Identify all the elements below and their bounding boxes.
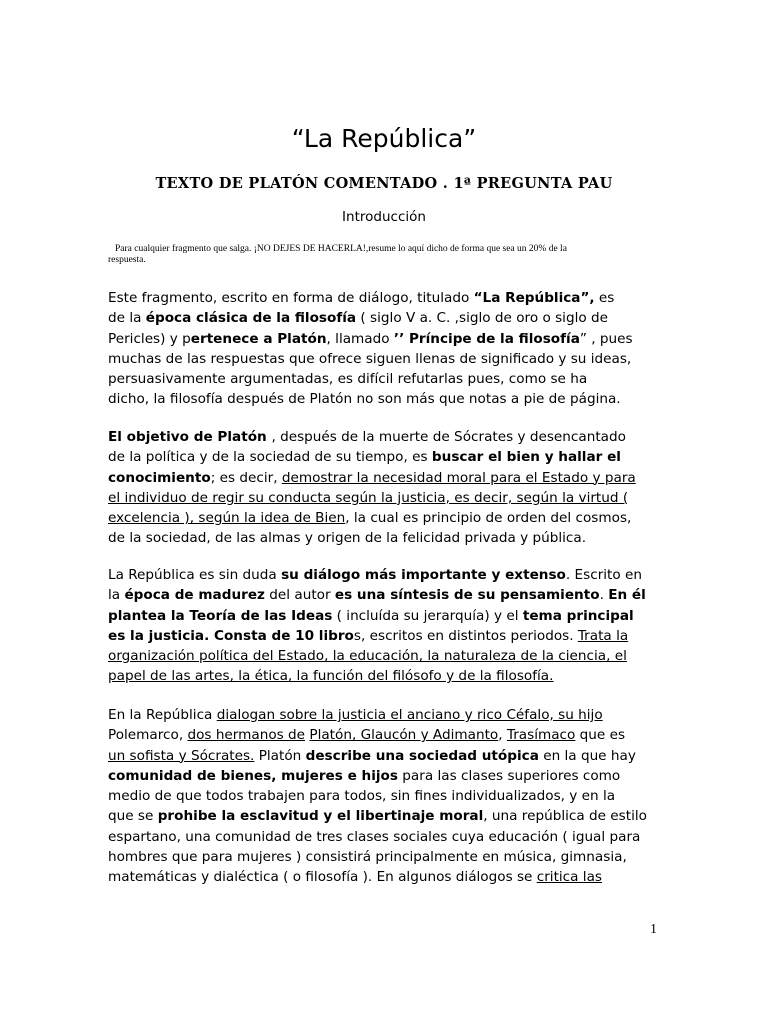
text-run: Polemarco,: [108, 727, 188, 744]
text-run: ( incluída su jerarquía) y el: [332, 607, 523, 624]
text-run: de la política y de la sociedad de su tiempo, es: [108, 449, 432, 466]
bold-text: su diálogo más importante y extenso: [281, 567, 566, 583]
text-line: [108, 308, 656, 328]
text-line: [108, 646, 656, 666]
bold-text: conocimiento: [108, 469, 211, 486]
bold-text: En él: [608, 587, 646, 604]
bold-text: buscar el bien y hallar el: [431, 449, 621, 466]
text-run: medio de que todos trabajen para todos, sin fines individualizados, y en la: [108, 788, 616, 805]
text-run: , llamado: [326, 330, 394, 347]
text-run: matemáticas y dialéctica ( o filosofía ). En algunos diálogos se: [108, 869, 537, 886]
document-subtitle: TEXTO DE PLATÓN COMENTADO . 1ª PREGUNTA PAU: [155, 175, 613, 192]
text-run: dicho, la filosofía después de Platón no son más que notas a pie de página.: [108, 391, 621, 408]
text-run: de la sociedad, de las almas y origen de la felicidad privada y pública.: [108, 530, 587, 547]
text-line: [108, 606, 656, 626]
text-run: ” , pues: [579, 330, 633, 347]
text-line: [108, 626, 656, 646]
text-run: . Escrito en: [565, 567, 643, 583]
text-line: [108, 528, 656, 548]
text-line: [108, 447, 656, 467]
text-run: la: [108, 587, 125, 604]
text-run: del autor: [264, 587, 335, 604]
text-run: Pericles) y p: [108, 330, 191, 347]
underlined-text: dos hermanos de: [187, 727, 306, 744]
text-line: [108, 508, 656, 528]
bold-text: tema principal: [522, 607, 634, 624]
underlined-text: excelencia ), según la idea de Bien: [108, 510, 346, 527]
paragraph: [108, 427, 656, 549]
paragraph: [108, 565, 656, 687]
bold-text: El objetivo de Platón: [108, 429, 272, 445]
text-run: s, escritos en distintos periodos.: [353, 627, 578, 644]
text-line: [108, 565, 656, 585]
text-line: [108, 585, 656, 605]
instruction-note-line: respuesta.: [108, 255, 146, 265]
section-heading-introduccion: Introducción: [342, 209, 426, 225]
text-line: [108, 746, 656, 766]
underlined-text: Trasímaco: [506, 727, 576, 744]
text-line: [108, 786, 656, 806]
text-run: en la que hay: [538, 747, 636, 764]
underlined-text: demostrar la necesidad moral para el Estado y para: [281, 469, 636, 486]
underlined-text: Trata la: [577, 627, 629, 644]
bold-text: época clásica de la filosofía: [145, 310, 357, 327]
text-line: [108, 288, 656, 308]
text-line: [108, 806, 656, 826]
text-run: para las clases superiores como: [397, 767, 621, 784]
bold-text: plantea la Teoría de las Ideas: [108, 607, 333, 624]
text-line: [108, 666, 656, 686]
text-line: [108, 867, 656, 887]
text-run: .: [599, 587, 609, 604]
text-run: de la: [108, 310, 146, 327]
text-line: [108, 766, 656, 786]
page-number: 1: [650, 922, 657, 937]
text-run: ( siglo V a. C. ,siglo de oro o siglo de: [356, 310, 608, 327]
text-line: [108, 468, 656, 488]
underlined-text: el individuo de regir su conducta según la justicia, es decir, según la virtud (: [108, 489, 629, 506]
text-line: [108, 847, 656, 867]
text-run: es: [594, 290, 615, 306]
text-line: [108, 369, 656, 389]
instruction-note-line: Para cualquier fragmento que salga. ¡NO DEJES DE HACERLA!,resume lo aquí dicho de forma que sea un 20% de la: [115, 244, 567, 254]
text-line: [108, 705, 656, 725]
bold-text: prohibe la esclavitud y el libertinaje moral: [157, 808, 484, 825]
text-run: muchas de las respuestas que ofrece siguen llenas de significado y su ideas,: [108, 350, 632, 367]
text-run: , una república de estilo: [483, 808, 647, 825]
bold-text: ’’ Príncipe de la filosofía: [393, 330, 580, 347]
text-line: [108, 427, 656, 447]
paragraph: [108, 705, 656, 888]
bold-text: describe una sociedad utópica: [305, 747, 539, 764]
text-line: [108, 329, 656, 349]
bold-text: es la justicia. Consta de 10 libro: [108, 627, 354, 644]
text-run: , después de la muerte de Sócrates y desencantado: [271, 429, 626, 445]
text-run: que es: [575, 727, 626, 744]
text-line: [108, 349, 656, 369]
text-line: [108, 488, 656, 508]
document-title: “La República”: [291, 124, 477, 153]
underlined-text: dialogan sobre la justicia el anciano y rico Céfalo, su hijo: [216, 707, 603, 723]
bold-text: comunidad de bienes, mujeres e hijos: [108, 767, 398, 784]
text-run: espartano, una comunidad de tres clases sociales cuya educación ( igual para: [108, 828, 641, 845]
text-line: [108, 725, 656, 745]
underlined-text: Platón, Glaucón y Adimanto: [309, 727, 499, 744]
underlined-text: un sofista y Sócrates.: [108, 747, 255, 764]
text-line: [108, 827, 656, 847]
underlined-text: critica las: [536, 869, 602, 886]
text-run: Platón: [254, 747, 306, 764]
text-run: Este fragmento, escrito en forma de diálogo, titulado: [108, 290, 474, 306]
text-run: hombres que para mujeres ) consistirá principalmente en música, gimnasia,: [108, 849, 627, 866]
underlined-text: organización política del Estado, la educación, la naturaleza de la ciencia, el: [108, 648, 627, 665]
text-run: persuasivamente argumentadas, es difícil refutarlas pues, como se ha: [108, 371, 588, 388]
text-run: En la República: [108, 707, 217, 723]
text-line: [108, 389, 656, 409]
text-run: que se: [108, 808, 158, 825]
text-run: , la cual es principio de orden del cosmos,: [345, 510, 632, 527]
underlined-text: papel de las artes, la ética, la función del filósofo y de la filosofía.: [108, 668, 554, 685]
text-run: ; es decir,: [210, 469, 282, 486]
bold-text: época de madurez: [124, 587, 265, 604]
bold-text: “La República”,: [473, 290, 595, 306]
paragraph: [108, 288, 656, 410]
instruction-note: [108, 244, 628, 266]
text-run: La República es sin duda: [108, 567, 282, 583]
text-run: ,: [498, 727, 507, 744]
bold-text: ertenece a Platón: [190, 330, 327, 347]
bold-text: es una síntesis de su pensamiento: [334, 587, 600, 604]
